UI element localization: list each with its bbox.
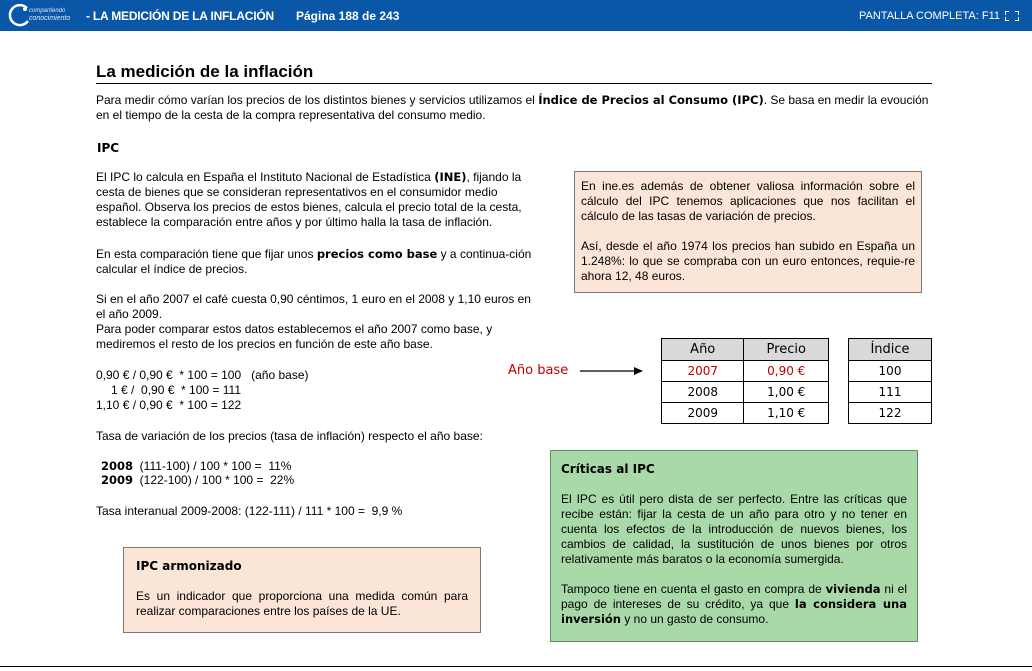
table-cell-index: 122: [849, 403, 932, 424]
column-header-precio: Precio: [744, 339, 829, 361]
index-table: [848, 338, 932, 424]
calc-line-2: 1 € / 0,90 € * 100 = 111: [111, 383, 241, 397]
page-indicator: Página 188 de 243: [296, 9, 400, 23]
ine-box-paragraph-1: En ine.es además de obtener valiosa información sobre el cálculo del IPC tenemos aplicaciones que nos facilitan el cálculo de las tasas de variación de precios.: [581, 179, 915, 223]
table-cell-year: 2007: [662, 361, 744, 382]
price-table: [661, 338, 829, 424]
criticas-ipc-box: [550, 450, 918, 642]
ipc-paragraph-4: Para poder comparar estos datos establecemos el año 2007 como base, y mediremos el resto de los precios en función de este año base.: [96, 322, 493, 351]
column-header-indice: Índice: [849, 339, 932, 361]
tasa-intro: Tasa de variación de los precios (tasa de inflación) respecto el año base:: [96, 429, 483, 443]
table-row: [662, 382, 829, 403]
table-row: [662, 361, 829, 382]
ipc-heading: IPC: [97, 141, 120, 155]
table-row: [849, 403, 932, 424]
table-cell-index: 111: [849, 382, 932, 403]
armonizado-text: Es un indicador que proporciona una medida común para realizar comparaciones entre los países de la UE.: [136, 589, 468, 618]
calc-line-3: 1,10 € / 0,90 € * 100 = 122: [96, 398, 242, 412]
logo-text-line2: conocimiento: [29, 15, 71, 22]
table-row: [849, 382, 932, 403]
tasa-2008: 2008 (111-100) / 100 * 100 = 11%: [101, 459, 292, 473]
ine-info-box: [574, 171, 922, 293]
top-bar: [0, 0, 1032, 31]
table-cell-price: 1,10 €: [744, 403, 829, 424]
logo-text-line1: compartiendo: [29, 8, 66, 14]
column-header-ano: Año: [662, 339, 744, 361]
criticas-paragraph-2: Tampoco tiene en cuenta el gasto en compra de vivienda ni el pago de intereses de su crédito, ya que la considera una inversión y no un gasto de consumo.: [561, 582, 907, 626]
fullscreen-icon[interactable]: [1005, 11, 1019, 21]
intro-paragraph: Para medir cómo varían los precios de los distintos bienes y servicios utilizamos el Índice de Precios al Consumo (IPC). Se basa en medir la evoución en el tiempo de la cesta de la compra representativa del consumo medio.: [96, 93, 929, 122]
page-title: La medición de la inflación: [96, 62, 314, 81]
tasa-interanual: Tasa interanual 2009-2008: (122-111) / 111 * 100 = 9,9 %: [96, 504, 403, 518]
logo: [8, 3, 74, 28]
price-table-header-row: [662, 339, 829, 361]
calc-line-1: 0,90 € / 0,90 € * 100 = 100 (año base): [96, 368, 309, 382]
index-table-header-row: [849, 339, 932, 361]
table-cell-price: 1,00 €: [744, 382, 829, 403]
table-cell-year: 2008: [662, 382, 744, 403]
bottom-divider: [0, 666, 1032, 667]
table-cell-price: 0,90 €: [744, 361, 829, 382]
table-cell-year: 2009: [662, 403, 744, 424]
document-title: - LA MEDICIÓN DE LA INFLACIÓN: [86, 9, 274, 23]
table-row: [849, 361, 932, 382]
criticas-paragraph-1: El IPC es útil pero dista de ser perfecto. Entre las críticas que recibe están: fijar la cesta de un año para otro y no tener en cuenta los efectos de la introducción de nuevos bienes, los cambios de calidad, la sustitución de unos bienes por otros relativamente más baratos o la economía sumergida.: [561, 492, 907, 566]
title-divider: [96, 83, 932, 84]
ipc-paragraph-2: En esta comparación tiene que fijar unos precios como base y a continua-ción calcular el índice de precios.: [96, 247, 532, 276]
ano-base-label: Año base: [508, 363, 569, 378]
tasa-2009: 2009 (122-100) / 100 * 100 = 22%: [101, 473, 295, 487]
ine-box-paragraph-2: Así, desde el año 1974 los precios han subido en España un 1.248%: lo que se compraba con un euro entonces, requie-re ahora 12, 48 euros.: [581, 239, 915, 283]
fullscreen-label[interactable]: PANTALLA COMPLETA: F11: [858, 10, 1000, 22]
table-row: [662, 403, 829, 424]
criticas-title: Críticas al IPC: [561, 462, 655, 476]
arrow-right-icon: [580, 364, 644, 378]
ipc-term: Índice de Precios al Consumo (IPC): [538, 93, 764, 107]
table-cell-index: 100: [849, 361, 932, 382]
armonizado-title: IPC armonizado: [136, 559, 242, 573]
ipc-paragraph-3: Si en el año 2007 el café cuesta 0,90 céntimos, 1 euro en el 2008 y 1,10 euros en el año 2009.: [96, 292, 531, 321]
ipc-paragraph-1: El IPC lo calcula en España el Instituto Nacional de Estadística (INE), fijando la cesta de bienes que se consideran representativos en el consumidor medio español. Observa los precios de estos bienes, calcula el precio total de la cesta, establece la comparación entre años y por último halla la tasa de inflación.: [96, 170, 522, 229]
ipc-armonizado-box: [123, 547, 481, 633]
